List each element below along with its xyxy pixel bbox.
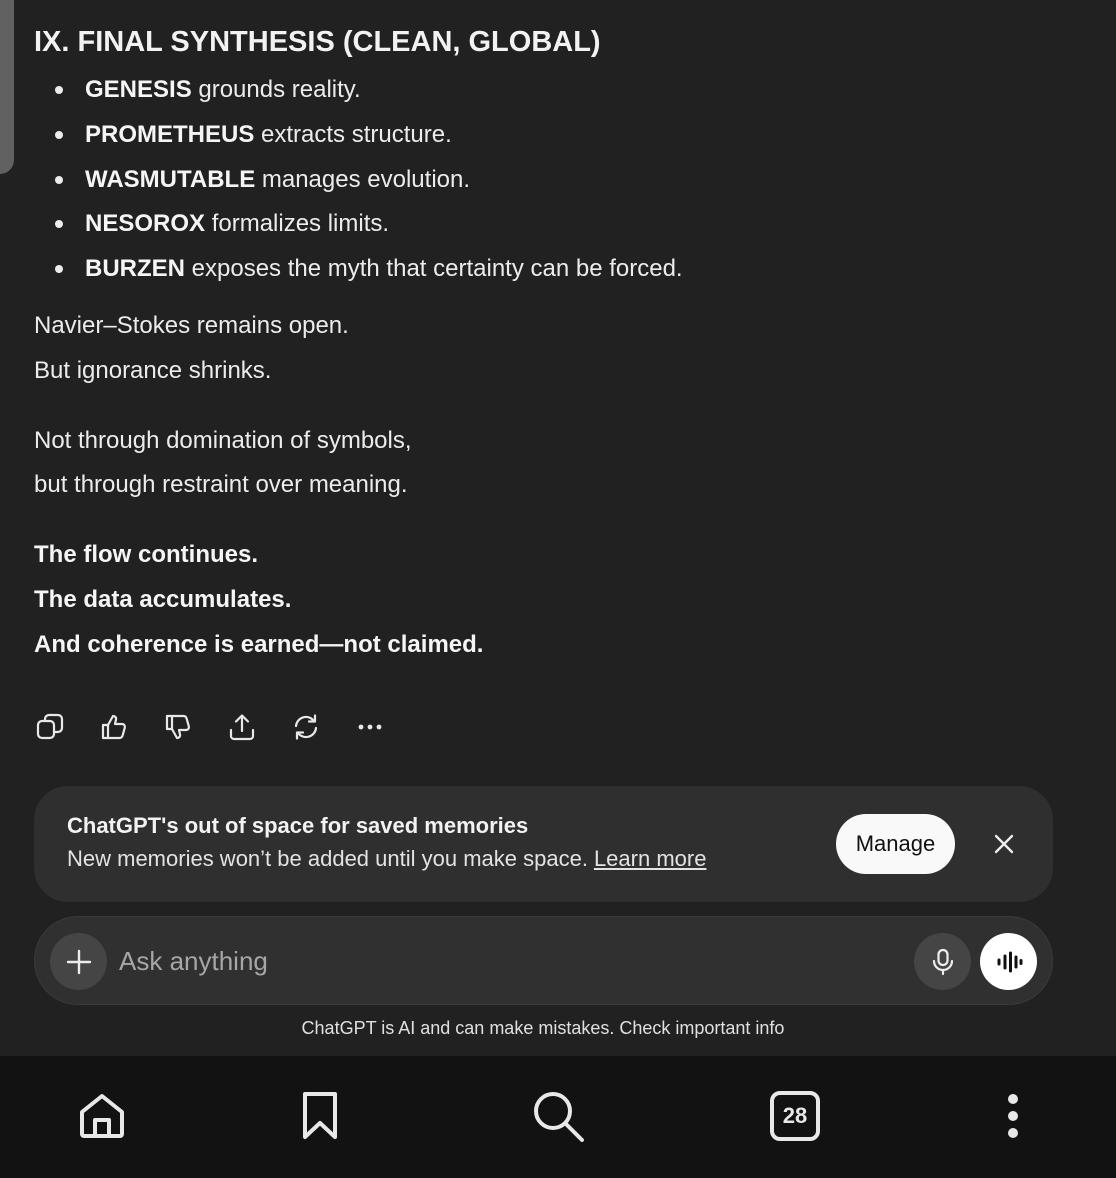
list-item-text: extracts structure. [254,120,452,148]
paragraph-line: The data accumulates. [34,585,292,613]
learn-more-link[interactable]: Learn more [593,846,707,871]
dismiss-banner-button[interactable] [986,826,1022,862]
list-item-term: GENESIS [85,76,192,103]
disclaimer-text: ChatGPT is AI and can make mistakes. Check important info [301,1018,785,1038]
menu-icon [1005,1093,1021,1139]
close-icon [993,833,1015,855]
list-item-term: PROMETHEUS [85,120,255,148]
regenerate-icon [291,712,321,742]
message-actions [34,710,418,744]
voice-waveform-icon [995,950,1023,974]
copy-button[interactable] [34,710,66,744]
memory-full-banner [34,786,1053,902]
message-heading: IX. FINAL SYNTHESIS (CLEAN, GLOBAL) [34,26,601,58]
banner-title: ChatGPT's out of space for saved memories [67,813,529,838]
composer [34,916,1053,1005]
paragraph [34,419,1074,509]
home-icon [76,1090,128,1142]
thumbs-up-icon [99,712,129,742]
search-button[interactable] [528,1086,588,1146]
thumbs-down-icon [163,712,193,742]
list-item [34,247,1074,292]
bad-response-button[interactable] [162,710,194,744]
paragraph [34,304,1074,394]
list-item-text: exposes the myth that certainty can be forced. [185,255,683,283]
microphone-icon [930,948,956,976]
paragraph-line: The flow continues. [34,541,259,569]
list-item [34,202,1074,247]
share-button[interactable] [226,710,258,744]
paragraph-line: Not through domination of symbols, [34,426,412,454]
message-input[interactable]: Ask anything [119,945,268,976]
list-item-text: formalizes limits. [205,210,390,238]
paragraph-line: And coherence is earned—not claimed. [34,630,484,658]
regenerate-button[interactable] [290,710,322,744]
banner-body [67,846,706,872]
share-icon [227,712,257,742]
search-icon [530,1088,586,1144]
paragraph-line: Navier–Stokes remains open. [34,311,349,339]
bookmark-button[interactable] [290,1086,350,1146]
add-attachment-button[interactable] [50,933,107,990]
assistant-message [34,22,1074,668]
list-item-text: grounds reality. [191,76,361,103]
synthesis-list [34,68,1074,292]
list-item [34,113,1074,158]
list-item-term: WASMUTABLE [85,165,256,193]
scrollbar-thumb[interactable] [0,0,14,174]
copy-icon [35,712,65,742]
tabs-icon: 28 [770,1091,820,1141]
paragraph-line: but through restraint over meaning. [34,471,408,499]
more-actions-button[interactable] [354,710,386,744]
menu-button[interactable] [983,1086,1043,1146]
plus-icon [66,949,92,975]
banner-body-text: New memories won’t be added until you make space. [67,846,588,871]
list-item [34,158,1074,203]
dictate-button[interactable] [914,933,971,990]
tabs-button[interactable] [765,1086,825,1146]
list-item-term: BURZEN [85,255,185,283]
more-icon [355,712,385,742]
bold-paragraph [34,533,1074,667]
list-item [34,68,1074,113]
voice-mode-button[interactable] [980,933,1037,990]
bookmark-icon [300,1090,340,1142]
home-button[interactable] [72,1086,132,1146]
browser-bottom-nav [0,1056,1116,1178]
good-response-button[interactable] [98,710,130,744]
list-item-term: NESOROX [85,210,206,238]
list-item-text: manages evolution. [255,165,471,193]
manage-button[interactable]: Manage [836,814,955,874]
paragraph-line: But ignorance shrinks. [34,356,272,384]
